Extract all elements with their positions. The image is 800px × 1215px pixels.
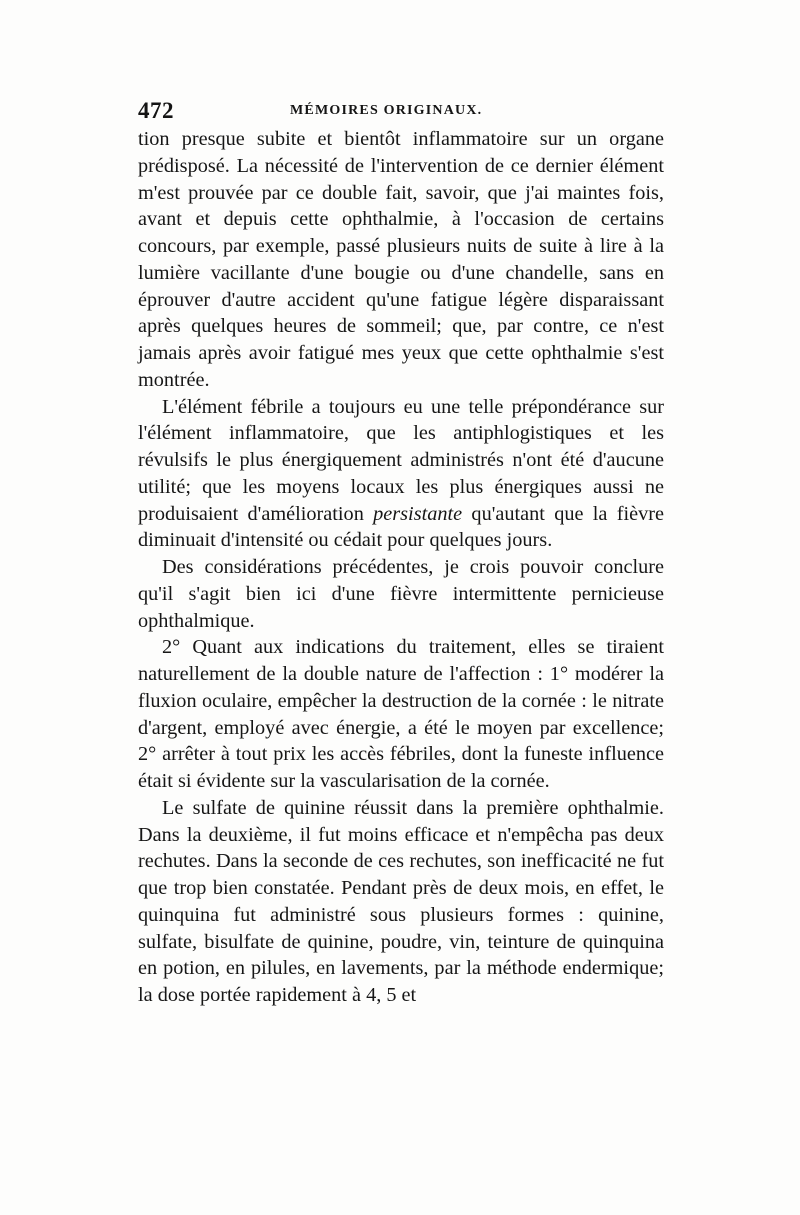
paragraph-treatment-indications: 2° Quant aux indications du traitement, elles se tiraient naturellement de la double nature de l'affection : 1° modérer la fluxion oculaire, empêcher la destruction de la cornée : le nitrate d'argent, employé avec énergie, a été le moyen par excellence; 2° arrêter à tout prix les accès fébriles, dont la funeste influence était si évidente sur la vascularisation de la cornée.: [138, 636, 664, 792]
running-title: MÉMOIRES ORIGINAUX.: [290, 103, 483, 118]
paragraph-text: qu'autant que la fièvre diminuait d'intensité ou cédait pour quelques jours.: [138, 502, 664, 552]
paragraph-conclusion: Des considérations précédentes, je crois pouvoir conclure qu'il s'agit bien ici d'une fièvre intermittente pernicieuse ophthalmique.: [138, 556, 664, 632]
body-text: [138, 126, 664, 1009]
emphasized-word: persistante: [373, 502, 463, 525]
paragraph-text: L'élément fébrile a toujours eu une telle prépondérance sur l'élément inflammatoire, que les antiphlogistiques et les révulsifs le plus énergiquement administrés n'ont été d'aucune utilité; que les moyens locaux les plus énergiques aussi ne produisaient d'amélioration: [138, 395, 664, 525]
paragraph-quinine-sulfate: Le sulfate de quinine réussit dans la première ophthalmie. Dans la deuxième, il fut moins efficace et n'empêcha pas deux rechutes. Dans la seconde de ces rechutes, son inefficacité ne fut que trop bien constatée. Pendant près de deux mois, en effet, le quinquina fut administré sous plusieurs formes : quinine, sulfate, bisulfate de quinine, poudre, vin, teinture de quinquina en potion, en pilules, en lavements, par la méthode endermique; la dose portée rapidement à 4, 5 et: [138, 796, 664, 1006]
paragraph-febrile-element: [138, 394, 664, 555]
paragraph-continuation: tion presque subite et bientôt inflammatoire sur un organe prédisposé. La nécessité de l'intervention de ce dernier élément m'est prouvée par ce double fait, savoir, que j'ai maintes fois, avant et depuis cette ophthalmie, à l'occasion de certains concours, par exemple, passé plusieurs nuits de suite à lire à la lumière vacillante d'une bougie ou d'une chandelle, sans en éprouver d'autre accident qu'une fatigue légère disparaissant après quelques heures de sommeil; que, par contre, ce n'est jamais après avoir fatigué mes yeux que cette ophthalmie s'est montrée.: [138, 128, 664, 391]
page-number: 472: [138, 98, 174, 123]
page-header: [138, 98, 664, 128]
